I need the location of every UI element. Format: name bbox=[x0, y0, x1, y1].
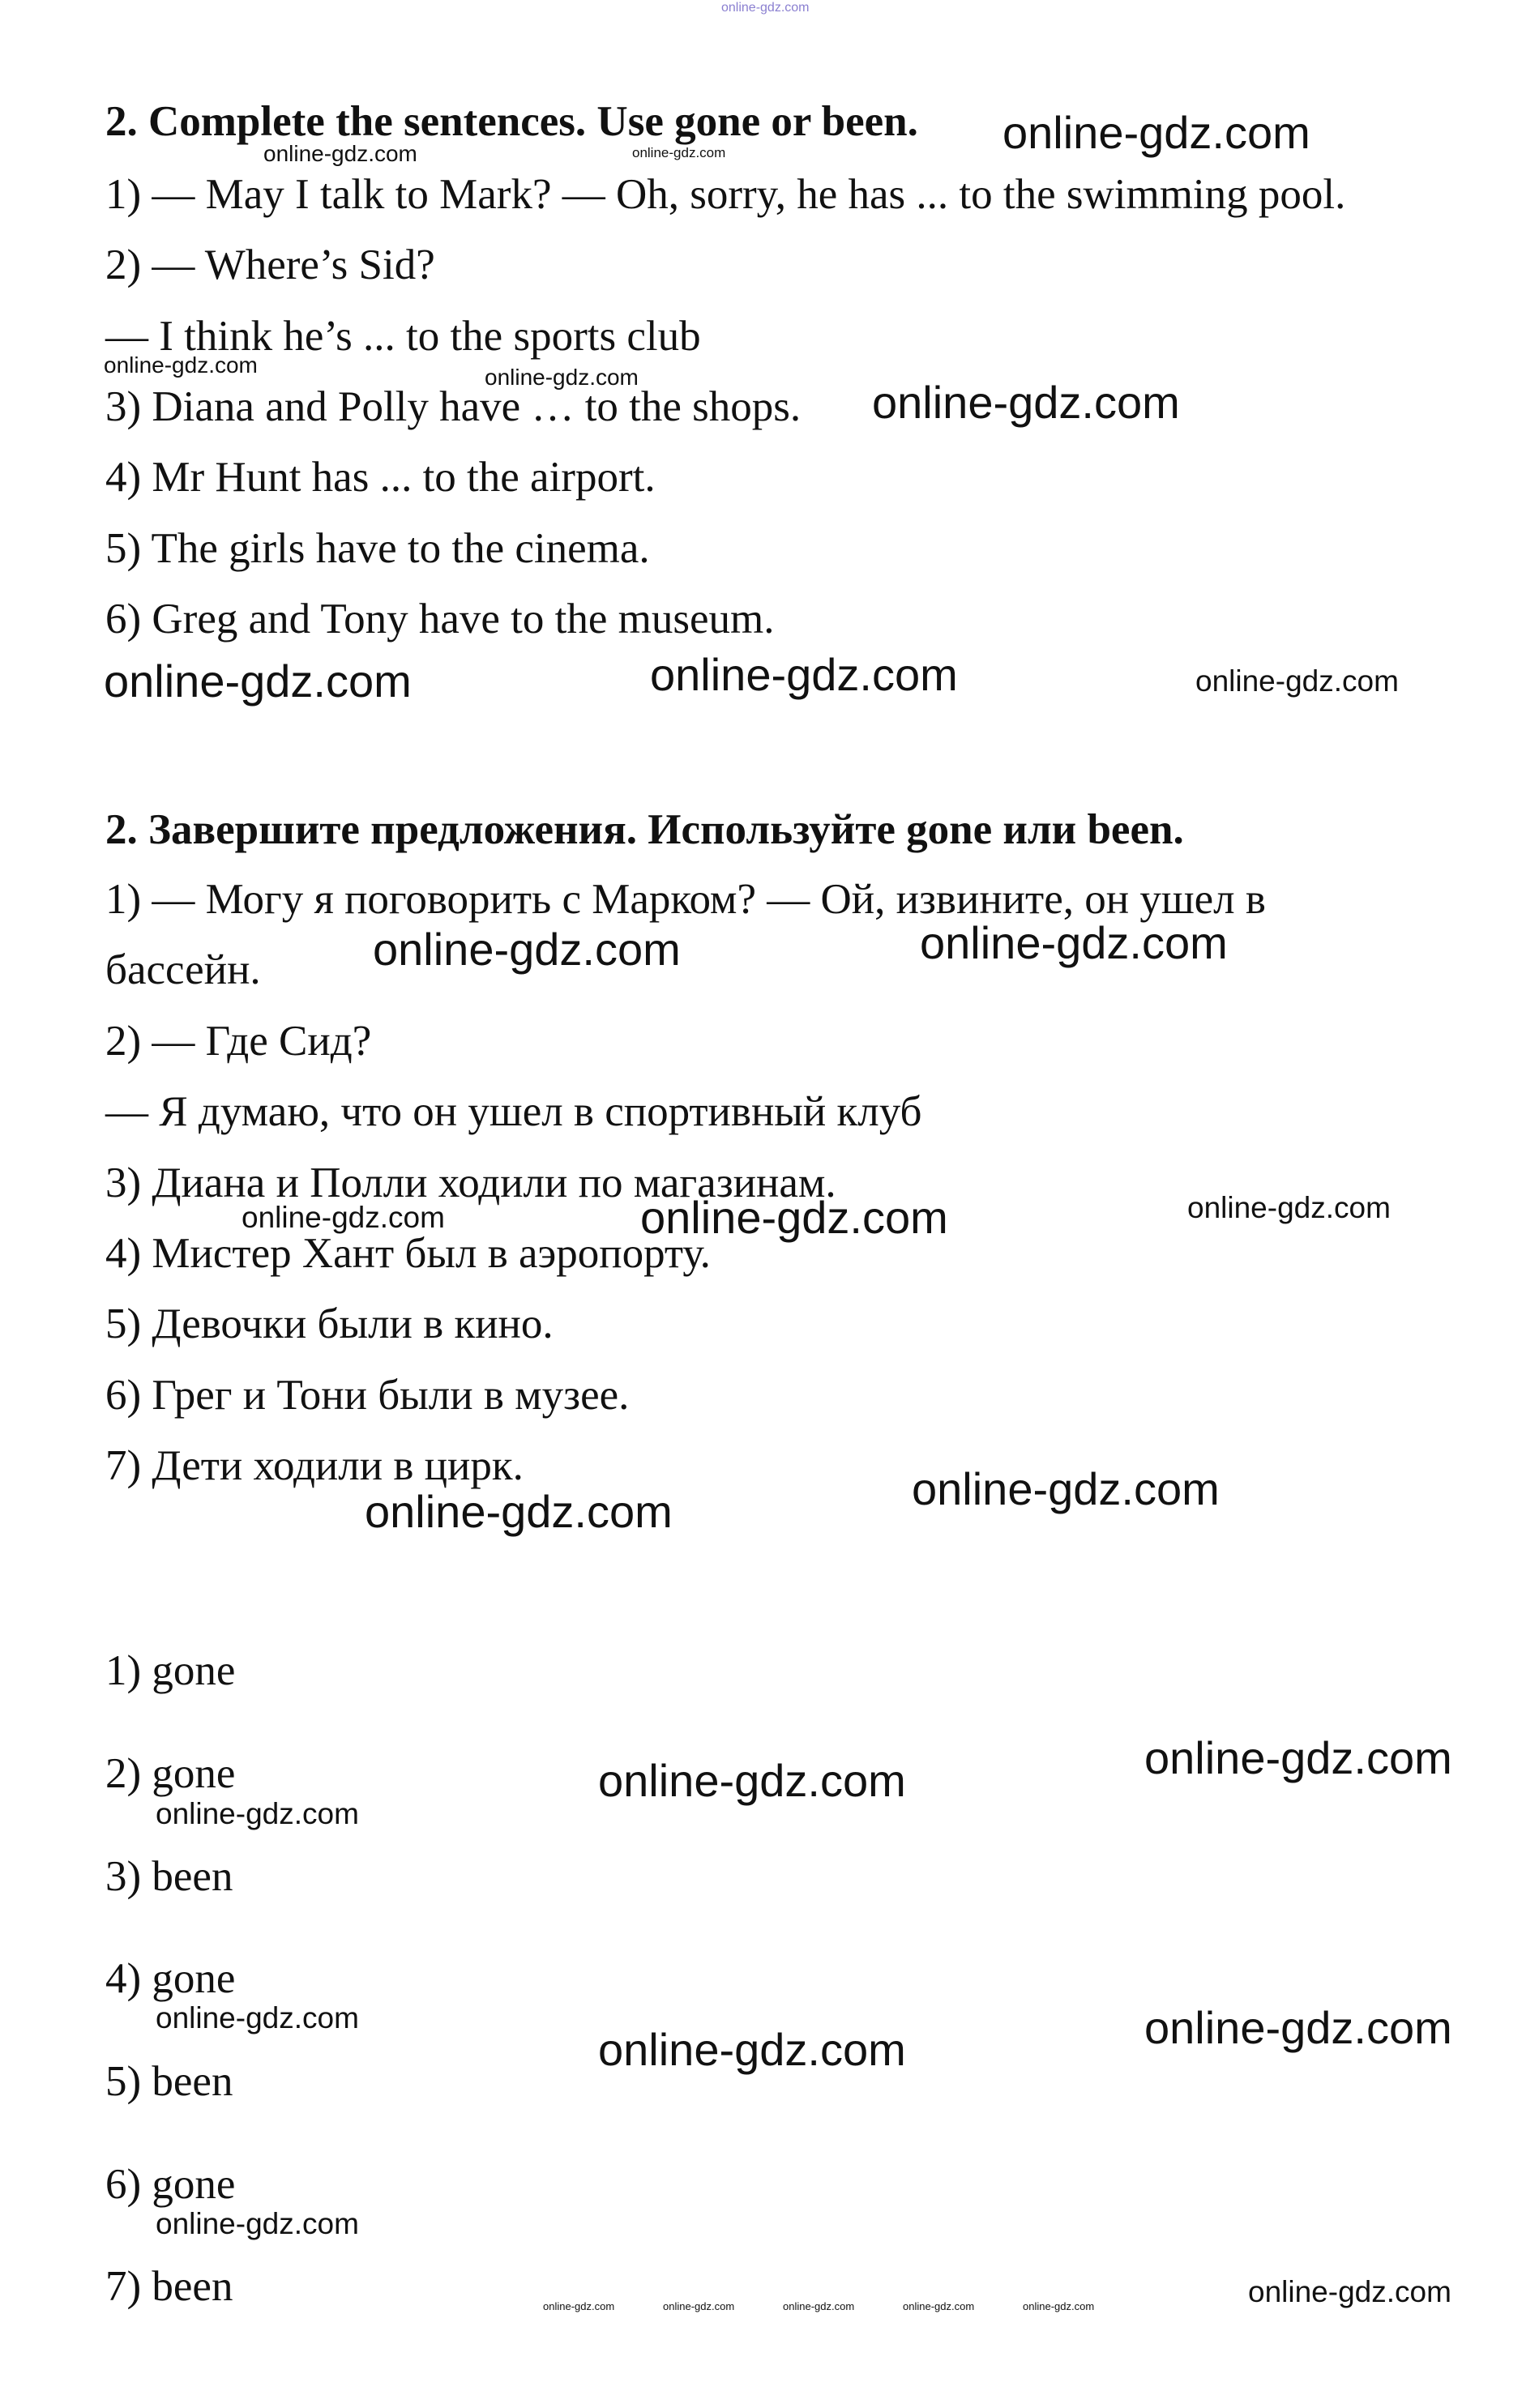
watermark: online-gdz.com bbox=[1002, 107, 1310, 158]
watermark: online-gdz.com bbox=[912, 1463, 1220, 1514]
watermark: online-gdz.com bbox=[640, 1192, 948, 1243]
english-line-4: 3) Diana and Polly have … to the shops. bbox=[105, 383, 802, 430]
watermark: online-gdz.com bbox=[920, 917, 1228, 968]
watermark: online-gdz.com bbox=[663, 2300, 735, 2312]
watermark: online-gdz.com bbox=[1023, 2300, 1095, 2312]
answer-6: 6) gone bbox=[105, 2161, 236, 2208]
english-heading: 2. Complete the sentences. Use gone or been. bbox=[105, 98, 918, 145]
watermark: online-gdz.com bbox=[373, 924, 681, 975]
english-line-3: — I think he’s ... to the sports club bbox=[105, 313, 701, 360]
watermark: online-gdz.com bbox=[650, 649, 958, 700]
answer-4: 4) gone bbox=[105, 1955, 236, 2002]
english-line-1: 1) — May I talk to Mark? — Oh, sorry, he has ... to the swimming pool. bbox=[105, 171, 1346, 218]
russian-line-4: — Я думаю, что он ушел в спортивный клуб bbox=[105, 1088, 922, 1135]
russian-line-1: 1) — Могу я поговорить с Марком? — Ой, извините, он ушел в bbox=[105, 876, 1266, 923]
watermark: online-gdz.com bbox=[872, 377, 1180, 428]
watermark: online-gdz.com bbox=[598, 1755, 906, 1806]
english-line-7: 6) Greg and Tony have to the museum. bbox=[105, 596, 775, 643]
answer-2: 2) gone bbox=[105, 1750, 236, 1797]
watermark: online-gdz.com bbox=[1248, 2275, 1451, 2308]
watermark: online-gdz.com bbox=[156, 1797, 359, 1830]
russian-line-7: 5) Девочки были в кино. bbox=[105, 1300, 554, 1347]
watermark: online-gdz.com bbox=[485, 365, 639, 390]
russian-line-3: 2) — Где Сид? bbox=[105, 1018, 372, 1065]
watermark: online-gdz.com bbox=[104, 352, 258, 378]
russian-heading: 2. Завершите предложения. Используйте gone или been. bbox=[105, 806, 1184, 853]
watermark: online-gdz.com bbox=[263, 141, 417, 166]
english-line-5: 4) Mr Hunt has ... to the airport. bbox=[105, 454, 656, 501]
watermark: online-gdz.com bbox=[1195, 664, 1399, 698]
russian-line-2: бассейн. bbox=[105, 946, 261, 993]
russian-line-6: 4) Мистер Хант был в аэропорту. bbox=[105, 1230, 711, 1277]
watermark: online-gdz.com bbox=[903, 2300, 975, 2312]
watermark: online-gdz.com bbox=[632, 145, 726, 160]
russian-line-8: 6) Грег и Тони были в музее. bbox=[105, 1372, 630, 1419]
watermark: online-gdz.com bbox=[783, 2300, 855, 2312]
watermark: online-gdz.com bbox=[543, 2300, 615, 2312]
russian-line-9: 7) Дети ходили в цирк. bbox=[105, 1442, 524, 1489]
english-line-6: 5) The girls have to the cinema. bbox=[105, 525, 650, 572]
watermark: online-gdz.com bbox=[156, 2001, 359, 2034]
answer-7: 7) been bbox=[105, 2263, 233, 2310]
answer-1: 1) gone bbox=[105, 1647, 236, 1694]
watermark: online-gdz.com bbox=[156, 2207, 359, 2240]
watermark-top: online-gdz.com bbox=[721, 1, 810, 15]
answer-3: 3) been bbox=[105, 1853, 233, 1900]
watermark: online-gdz.com bbox=[598, 2024, 906, 2075]
russian-line-5: 3) Диана и Полли ходили по магазинам. bbox=[105, 1159, 836, 1206]
watermark: online-gdz.com bbox=[242, 1201, 445, 1234]
watermark: online-gdz.com bbox=[1144, 2002, 1452, 2053]
watermark: online-gdz.com bbox=[1187, 1191, 1391, 1224]
answer-5: 5) been bbox=[105, 2058, 233, 2105]
watermark: online-gdz.com bbox=[365, 1486, 673, 1537]
english-line-2: 2) — Where’s Sid? bbox=[105, 241, 435, 288]
watermark: online-gdz.com bbox=[104, 655, 412, 707]
watermark: online-gdz.com bbox=[1144, 1732, 1452, 1783]
